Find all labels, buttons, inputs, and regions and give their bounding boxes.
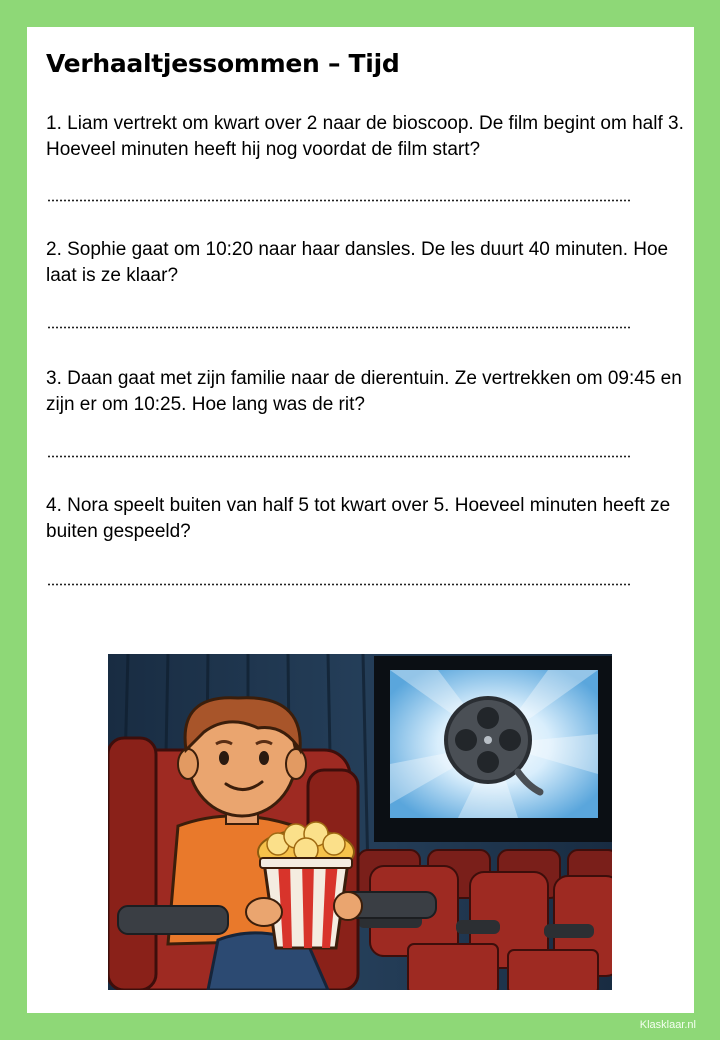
question-2: 2. Sophie gaat om 10:20 naar haar dansles. De les duurt 40 minuten. Hoe laat is ze klaar? [46, 239, 669, 286]
question-3: 3. Daan gaat met zijn familie naar de dierentuin. Ze vertrekken om 09:45 en zijn er om 10:25. Hoe lang was de rit? [46, 368, 682, 415]
cinema-illustration [108, 654, 612, 990]
popcorn-icon [258, 822, 354, 948]
question-1: 1. Liam vertrekt om kwart over 2 naar de bioscoop. De film begint om half 3. Hoeveel minuten heeft hij nog voordat de film start? [46, 113, 684, 160]
worksheet-title: Verhaaltjessommen – Tijd [46, 49, 400, 78]
footer-brand[interactable]: Klasklaar.nl [639, 1019, 696, 1031]
cinema-boy-popcorn-illustration [108, 654, 612, 990]
answer-line-2[interactable] [47, 326, 632, 329]
question-4: 4. Nora speelt buiten van half 5 tot kwart over 5. Hoeveel minuten heeft ze buiten gespeeld? [46, 495, 671, 542]
answer-line-4[interactable] [47, 583, 632, 586]
answer-line-3[interactable] [47, 455, 632, 458]
answer-line-1[interactable] [47, 199, 632, 202]
worksheet-sheet [27, 27, 694, 1013]
